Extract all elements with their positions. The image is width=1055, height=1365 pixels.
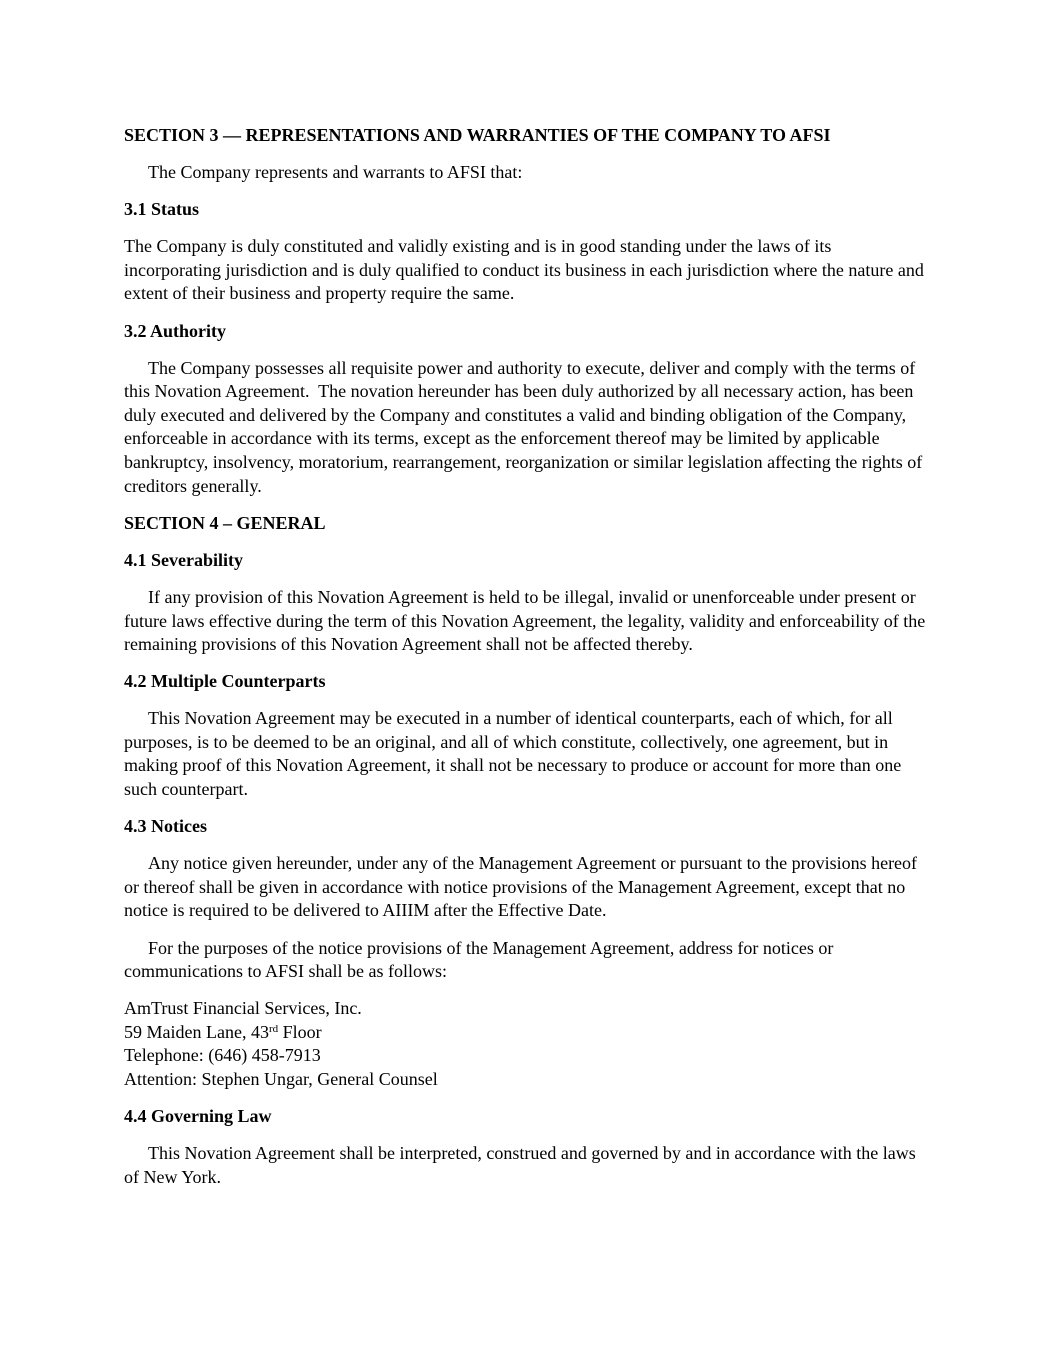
section-4-4-heading: 4.4 Governing Law bbox=[124, 1106, 272, 1127]
address-street-suffix: Floor bbox=[278, 1021, 322, 1042]
address-company-name: AmTrust Financial Services, Inc. bbox=[124, 998, 362, 1019]
section-3-heading: SECTION 3 — REPRESENTATIONS AND WARRANTIES OF THE COMPANY TO AFSI bbox=[124, 125, 831, 145]
section-3-1-text: The Company is duly constituted and validly existing and is in good standing under the laws of its incorporating jurisdiction and is duly qualified to conduct its business in each jurisdiction where the nature and extent of their business and property require the same. bbox=[124, 236, 924, 304]
afsi-address-block bbox=[124, 997, 928, 1091]
section-3-2-heading: 3.2 Authority bbox=[124, 320, 227, 341]
section-4-2-heading: 4.2 Multiple Counterparts bbox=[124, 671, 326, 692]
section-4-1-text: If any provision of this Novation Agreement is held to be illegal, invalid or unenforceable under present or future laws effective during the term of this Novation Agreement, the legality, validity and enforceability of the remaining provisions of this Novation Agreement shall not be affected thereby. bbox=[124, 586, 926, 655]
address-telephone: Telephone: (646) 458-7913 bbox=[124, 1045, 321, 1066]
section-3-2-text: The Company possesses all requisite power and authority to execute, deliver and comply with the terms of this Novation Agreement. The novation hereunder has been duly authorized by all necessary action, has been duly executed and delivered by the Company and constitutes a valid and binding obligation of the Company, enforceable in accordance with its terms, except as the enforcement thereof may be limited by applicable bankruptcy, insolvency, moratorium, rearrangement, reorganization or similar legislation affecting the rights of creditors generally. bbox=[124, 357, 927, 496]
address-street bbox=[124, 1021, 928, 1045]
section-4-2-text: This Novation Agreement may be executed in a number of identical counterparts, each of which, for all purposes, is to be deemed to be an original, and all of which constitute, collectively, one agreement, but in making proof of this Novation Agreement, it shall not be necessary to produce or account for more than one such counterpart. bbox=[124, 708, 902, 800]
section-4-4-text: This Novation Agreement shall be interpreted, construed and governed by and in accordance with the laws of New York. bbox=[124, 1143, 916, 1187]
section-4-3-heading: 4.3 Notices bbox=[124, 816, 207, 837]
section-4-3-text-1: Any notice given hereunder, under any of the Management Agreement or pursuant to the provisions hereof or thereof shall be given in accordance with notice provisions of the Management Agreement, except that no notice is required to be delivered to AIIIM after the Effective Date. bbox=[124, 853, 918, 921]
address-street-superscript: rd bbox=[268, 1022, 279, 1035]
address-attention: Attention: Stephen Ungar, General Counsel bbox=[124, 1069, 438, 1089]
section-4-1-heading: 4.1 Severability bbox=[124, 549, 243, 570]
document-page bbox=[124, 124, 928, 1203]
section-4-3-text-2: For the purposes of the notice provisions of the Management Agreement, address for notices or communications to AFSI shall be as follows: bbox=[124, 937, 834, 982]
section-3-intro: The Company represents and warrants to AFSI that: bbox=[148, 162, 523, 183]
section-4-heading: SECTION 4 – GENERAL bbox=[124, 512, 326, 533]
section-3-1-heading: 3.1 Status bbox=[124, 199, 200, 220]
address-street-prefix: 59 Maiden Lane, 43 bbox=[124, 1021, 269, 1042]
